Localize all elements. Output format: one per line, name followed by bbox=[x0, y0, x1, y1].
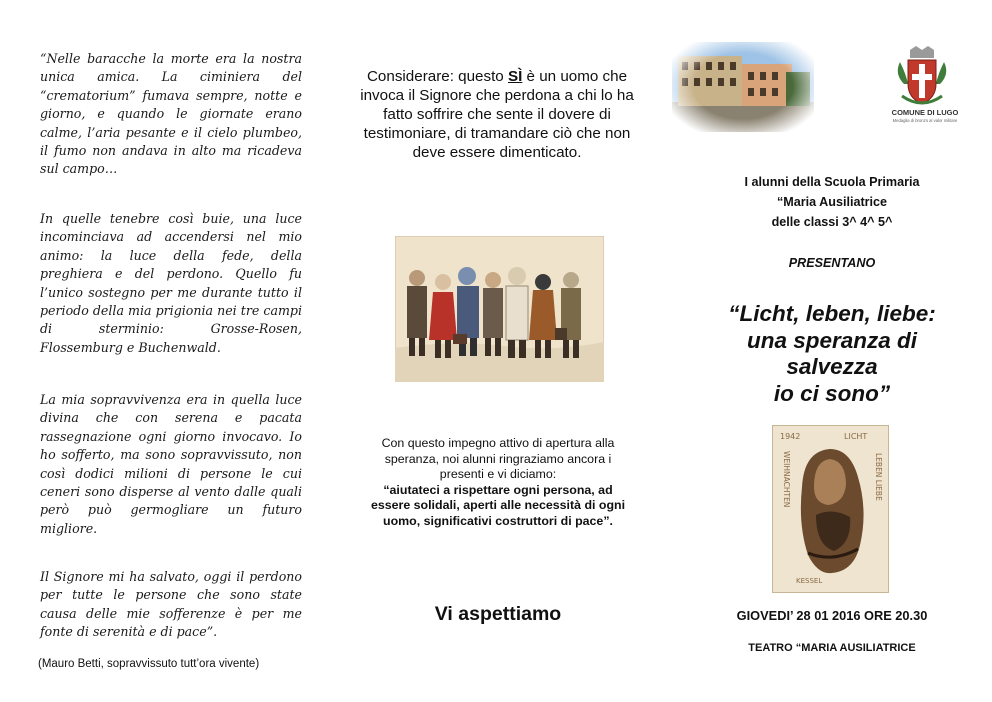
quote-paragraph-4: Il Signore mi ha salvato, oggi il perdono per tutte le persone che sono state causa delle mie sofferenze è per me fonte di serenità e di pace”. bbox=[40, 569, 302, 640]
right-panel bbox=[660, 0, 992, 702]
title-line-4: io ci sono” bbox=[773, 380, 891, 406]
alunni-line-3: delle classi 3^ 4^ 5^ bbox=[771, 215, 893, 229]
comune-label: COMUNE DI LUGO bbox=[891, 108, 959, 117]
considerare-si: SÌ bbox=[507, 68, 523, 85]
artwork-word-left: WEIHNACHTEN bbox=[782, 451, 791, 508]
closing-heading: Vi aspettiamo bbox=[434, 603, 562, 625]
left-panel bbox=[0, 0, 330, 702]
deportees-drawing-image bbox=[395, 236, 604, 382]
impegno-bold: “aiutateci a rispettare ogni persona, ad essere solidali, aperti alle necessità di ogni uomo, significativi costruttori di pace”. bbox=[370, 482, 626, 528]
quote-attribution: (Mauro Betti, sopravvissuto tutt’ora vivente) bbox=[38, 658, 260, 670]
event-title bbox=[690, 301, 974, 407]
artwork-word-top: LICHT bbox=[844, 432, 868, 441]
alunni-line-1: I alunni della Scuola Primaria bbox=[744, 175, 920, 189]
presentano-label: PRESENTANO bbox=[788, 256, 876, 270]
school-building-image bbox=[668, 36, 818, 136]
alunni-heading bbox=[700, 172, 964, 232]
artwork-word-right: LEBEN LIEBE bbox=[874, 453, 883, 501]
considerare-rest: è un uomo che invoca il Signore che perdona a chi lo ha fatto soffrire che sente il dovere di testimoniare, di tramandare ciò che non deve essere dimenticato. bbox=[360, 68, 634, 161]
quote-paragraph-3: La mia sopravvivenza era in quella luce divina che con serena e pacata rassegnazione ogni giorno invocavo. Io ho sofferto, ma sono sopravvissuto, non così dodici milioni di persone le cui ceneri sono disperse al vento dalle quali però può germogliare un futuro migliore. bbox=[40, 392, 302, 536]
artwork-word-bottom: KESSEL bbox=[796, 577, 823, 585]
impegno-plain: Con questo impegno attivo di apertura alla speranza, noi alunni ringraziamo ancora i presenti e vi diciamo: bbox=[381, 436, 615, 481]
licht-leben-liebe-artwork-image bbox=[772, 425, 889, 593]
title-line-2: una speranza di bbox=[746, 327, 918, 353]
title-line-1: “Licht, leben, liebe: bbox=[728, 301, 936, 326]
alunni-line-2: “Maria Ausiliatrice bbox=[776, 195, 888, 209]
considerare-text bbox=[360, 67, 634, 162]
comune-subtitle: Medaglia di bronzo al valor militare bbox=[892, 118, 958, 123]
quote-paragraph-2: In quelle tenebre così buie, una luce incominciava ad accendersi nel mio animo: la luce della fede, della preghiera e del perdono. Quello fu l’unico sostegno per me durante tutto il periodo della mia prigionia nei tre campi di sterminio: Grosse-Rosen, Flossemburg e Buchenwald. bbox=[40, 211, 302, 355]
artwork-year: 1942 bbox=[780, 432, 801, 441]
considerare-prefix: Considerare: questo bbox=[366, 68, 508, 85]
middle-panel bbox=[330, 0, 660, 702]
event-venue: TEATRO “MARIA AUSILIATRICE bbox=[748, 642, 916, 654]
title-line-3: salvezza bbox=[786, 354, 878, 379]
impegno-text bbox=[370, 436, 626, 529]
quote-paragraph-1: “Nelle baracche la morte era la nostra unica amica. La ciminiera del “crematorium” fumava sempre, notte e giorno, e quando le giornate erano calme, l’aria pesante e il cielo plumbeo, il fumo non andava in alto ma ricadeva sul campo… bbox=[40, 51, 302, 177]
event-date: GIOVEDI’ 28 01 2016 ORE 20.30 bbox=[736, 608, 928, 623]
